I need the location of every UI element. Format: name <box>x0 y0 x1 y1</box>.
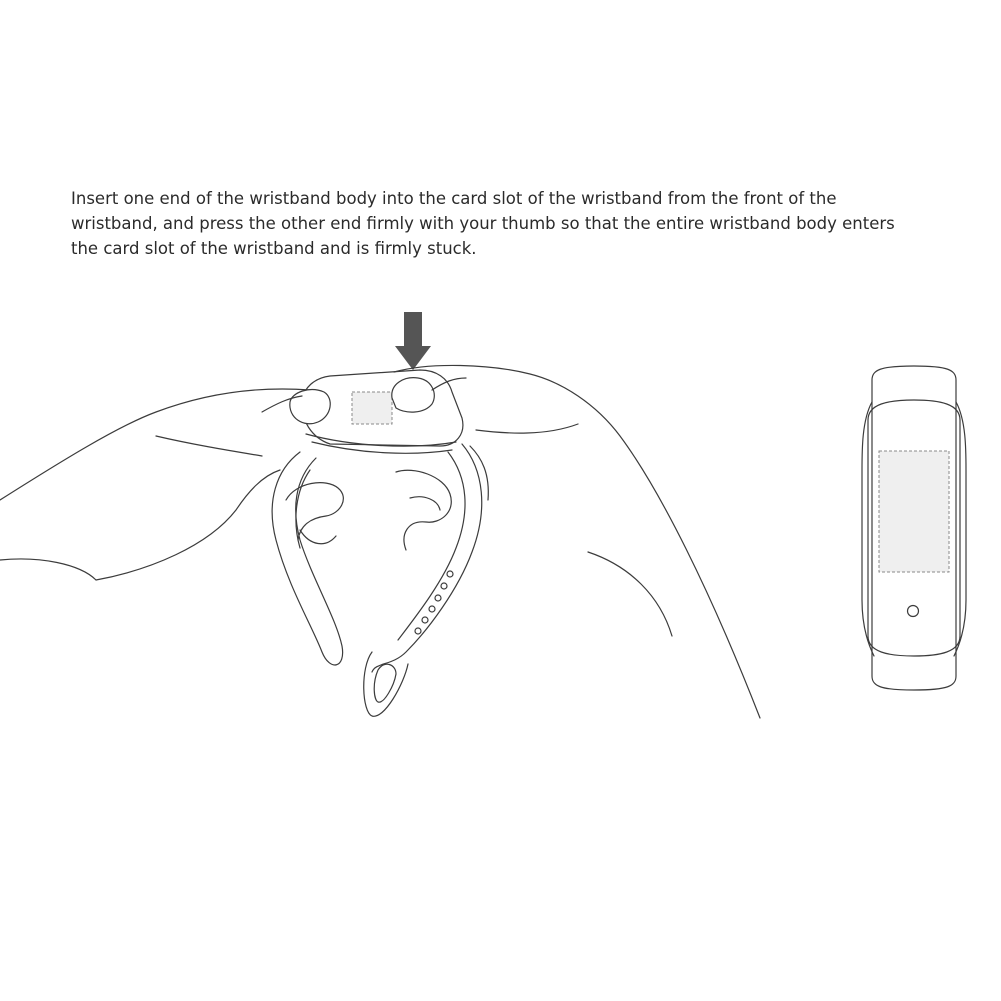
left-hand <box>0 389 330 580</box>
touch-button-icon <box>908 606 919 617</box>
wristband-strap <box>272 444 482 716</box>
assembled-wristband <box>862 366 966 690</box>
wristband-slot-highlight <box>879 451 949 572</box>
instruction-line-2: wristband, and press the other end firmly with your thumb so that the entire wristband body enters <box>71 214 895 233</box>
instruction-line-1: Insert one end of the wristband body into the card slot of the wristband from the front of the <box>71 189 837 208</box>
down-arrow-icon <box>395 312 431 370</box>
card-slot-highlight <box>352 392 392 424</box>
instruction-line-3: the card slot of the wristband and is firmly stuck. <box>71 239 477 258</box>
